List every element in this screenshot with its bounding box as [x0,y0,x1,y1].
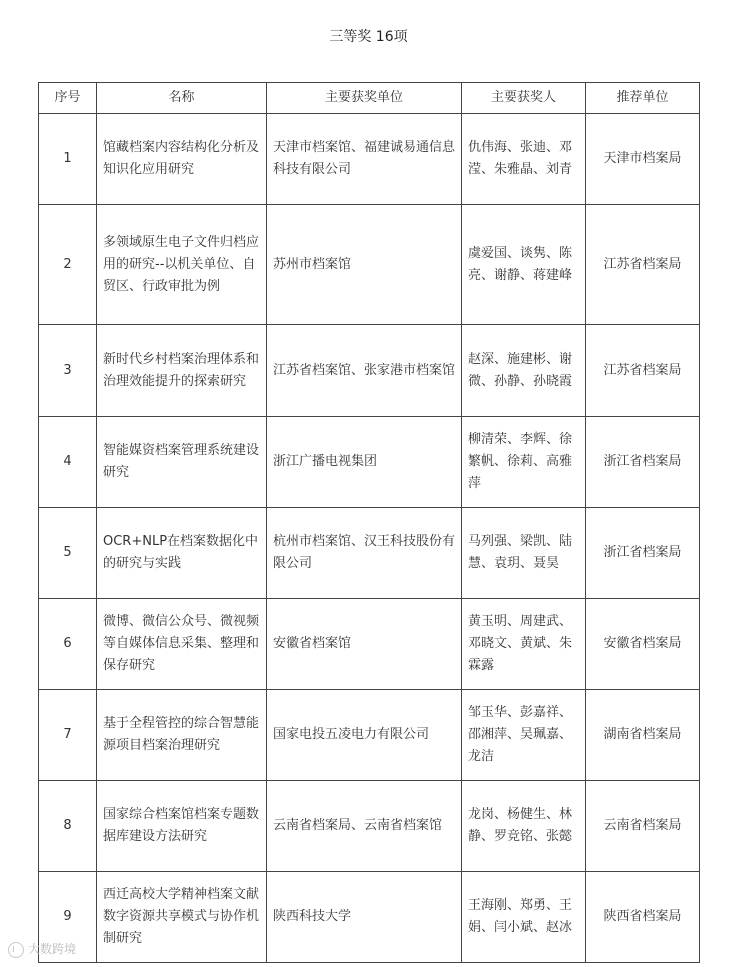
cell-unit: 云南省档案局、云南省档案馆 [267,781,462,872]
cell-people: 柳清荣、李辉、徐繁帆、徐莉、高雅萍 [462,417,586,508]
cell-unit: 苏州市档案馆 [267,205,462,325]
cell-recommender: 浙江省档案局 [586,508,700,599]
cell-no: 7 [39,690,97,781]
table-row [39,872,700,963]
cell-no: 4 [39,417,97,508]
cell-people: 黄玉明、周建武、邓晓文、黄斌、朱霖露 [462,599,586,690]
cell-recommender: 江苏省档案局 [586,325,700,417]
cell-name: 馆藏档案内容结构化分析及知识化应用研究 [97,114,267,205]
cell-people: 王海刚、郑勇、王娟、闫小斌、赵冰 [462,872,586,963]
cell-people: 邹玉华、彭嘉祥、邵湘萍、吴珮嘉、龙洁 [462,690,586,781]
cell-unit: 陕西科技大学 [267,872,462,963]
cell-people: 龙岗、杨健生、林静、罗竞铭、张懿 [462,781,586,872]
cell-name: 智能媒资档案管理系统建设研究 [97,417,267,508]
cell-unit: 天津市档案馆、福建诚易通信息科技有限公司 [267,114,462,205]
cell-no: 2 [39,205,97,325]
table-row [39,114,700,205]
cell-recommender: 天津市档案局 [586,114,700,205]
cell-unit: 安徽省档案馆 [267,599,462,690]
cell-unit: 浙江广播电视集团 [267,417,462,508]
cell-recommender: 云南省档案局 [586,781,700,872]
cell-name: 国家综合档案馆档案专题数据库建设方法研究 [97,781,267,872]
cell-people: 马列强、梁凯、陆慧、袁玥、聂昊 [462,508,586,599]
cell-name: 西迁高校大学精神档案文献数字资源共享模式与协作机制研究 [97,872,267,963]
circle-logo-icon [8,942,24,958]
cell-unit: 国家电投五凌电力有限公司 [267,690,462,781]
cell-unit: 杭州市档案馆、汉王科技股份有限公司 [267,508,462,599]
watermark-text: 大数跨境 [28,942,77,956]
cell-no: 3 [39,325,97,417]
header-name: 名称 [97,83,267,114]
header-people: 主要获奖人 [462,83,586,114]
table-row [39,417,700,508]
cell-name: OCR+NLP在档案数据化中的研究与实践 [97,508,267,599]
table-row [39,690,700,781]
table-header-row [39,83,700,114]
cell-people: 赵深、施建彬、谢微、孙静、孙晓霞 [462,325,586,417]
cell-no: 5 [39,508,97,599]
cell-people: 虞爱国、谈隽、陈亮、谢静、蒋建峰 [462,205,586,325]
cell-recommender: 浙江省档案局 [586,417,700,508]
table-row [39,205,700,325]
watermark [8,940,76,958]
cell-recommender: 安徽省档案局 [586,599,700,690]
header-unit: 主要获奖单位 [267,83,462,114]
cell-no: 1 [39,114,97,205]
cell-unit: 江苏省档案馆、张家港市档案馆 [267,325,462,417]
cell-name: 微博、微信公众号、微视频等自媒体信息采集、整理和保存研究 [97,599,267,690]
table-row [39,325,700,417]
cell-no: 6 [39,599,97,690]
awards-table [38,82,700,963]
cell-recommender: 江苏省档案局 [586,205,700,325]
cell-no: 8 [39,781,97,872]
cell-recommender: 陕西省档案局 [586,872,700,963]
header-recommender: 推荐单位 [586,83,700,114]
table-row [39,781,700,872]
page-title: 三等奖 16项 [329,29,408,45]
header-no: 序号 [39,83,97,114]
cell-name: 基于全程管控的综合智慧能源项目档案治理研究 [97,690,267,781]
cell-people: 仇伟海、张迪、邓滢、朱雅晶、刘青 [462,114,586,205]
table-row [39,599,700,690]
table-row [39,508,700,599]
cell-name: 多领域原生电子文件归档应用的研究--以机关单位、自贸区、行政审批为例 [97,205,267,325]
cell-no: 9 [39,872,97,963]
cell-name: 新时代乡村档案治理体系和治理效能提升的探索研究 [97,325,267,417]
cell-recommender: 湖南省档案局 [586,690,700,781]
